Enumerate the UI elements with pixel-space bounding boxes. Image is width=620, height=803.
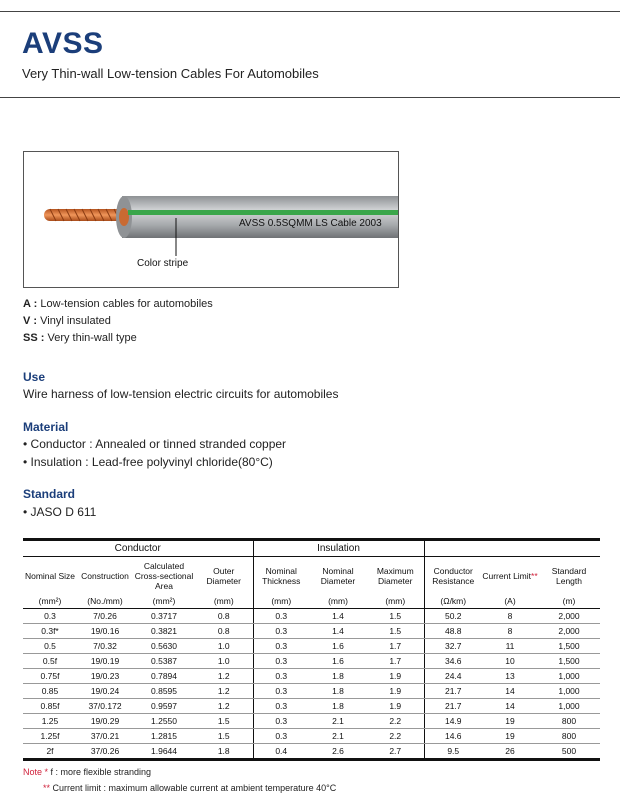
table-cell: 1.0 <box>195 654 253 669</box>
header-rule <box>0 97 620 98</box>
note-current-limit <box>43 783 336 793</box>
col-header: Outer Diameter <box>206 565 241 586</box>
note-flexible <box>23 767 151 777</box>
material-item: • Conductor : Annealed or tinned stranded copper <box>23 437 287 451</box>
table-cell: 2.2 <box>367 714 424 729</box>
table-cell: 0.5630 <box>133 639 195 654</box>
col-header: Construction <box>81 570 129 581</box>
table-cell: 0.85f <box>23 699 77 714</box>
table-cell: 1.0 <box>195 639 253 654</box>
table-cell: 37/0.172 <box>77 699 133 714</box>
table-cell: 0.8 <box>195 624 253 639</box>
table-row <box>23 744 600 760</box>
abbreviation-letter: V <box>23 315 31 327</box>
table-cell: 8 <box>482 609 538 624</box>
table-row <box>23 714 600 729</box>
abbreviation-sep: : <box>37 332 48 344</box>
table-cell: 0.4 <box>253 744 309 760</box>
table-cell: 7/0.26 <box>77 609 133 624</box>
table-cell: 1,500 <box>538 654 600 669</box>
unit-cell: (m) <box>538 594 600 609</box>
abbreviation-letter: SS <box>23 332 38 344</box>
table-cell: 2.7 <box>367 744 424 760</box>
col-header: Standard Length <box>551 565 587 586</box>
note-text: f : more flexible stranding <box>48 767 152 777</box>
table-cell: 9.5 <box>424 744 482 760</box>
table-cell: 1.2 <box>195 699 253 714</box>
cable-sheath <box>122 196 398 238</box>
table-cell: 0.9597 <box>133 699 195 714</box>
table-cell: 1.8 <box>309 669 367 684</box>
table-cell: 0.5 <box>23 639 77 654</box>
table-cell: 500 <box>538 744 600 760</box>
abbreviation-text: Very thin-wall type <box>47 332 137 344</box>
table-cell: 24.4 <box>424 669 482 684</box>
table-cell: 14 <box>482 684 538 699</box>
table-cell: 37/0.21 <box>77 729 133 744</box>
table-cell: 19/0.24 <box>77 684 133 699</box>
table-cell: 19 <box>482 729 538 744</box>
material-item: • Insulation : Lead-free polyvinyl chloride(80°C) <box>23 455 273 469</box>
table-cell: 0.75f <box>23 669 77 684</box>
table-cell: 1,000 <box>538 669 600 684</box>
table-cell: 19/0.19 <box>77 654 133 669</box>
table-cell: 1.25f <box>23 729 77 744</box>
unit-cell: (mm) <box>367 594 424 609</box>
table-cell: 0.3717 <box>133 609 195 624</box>
unit-cell: (No./mm) <box>77 594 133 609</box>
table-cell: 19 <box>482 714 538 729</box>
table-cell: 2,000 <box>538 609 600 624</box>
unit-cell: (mm²) <box>133 594 195 609</box>
abbreviation-a <box>23 298 213 310</box>
table-cell: 48.8 <box>424 624 482 639</box>
table-cell: 0.8 <box>195 609 253 624</box>
table-cell: 1.9 <box>367 669 424 684</box>
table-cell: 32.7 <box>424 639 482 654</box>
table-cell: 1.5 <box>367 624 424 639</box>
table-row <box>23 624 600 639</box>
color-stripe <box>128 210 398 215</box>
abbreviation-v <box>23 315 111 327</box>
table-cell: 2.2 <box>367 729 424 744</box>
table-cell: 0.85 <box>23 684 77 699</box>
table-cell: 0.3 <box>253 684 309 699</box>
table-cell: 0.3 <box>253 669 309 684</box>
table-cell: 1.2 <box>195 669 253 684</box>
col-header: Conductor Resistance <box>424 557 482 595</box>
col-header: Nominal Size <box>24 570 76 581</box>
table-cell: 1.7 <box>367 654 424 669</box>
page-subtitle: Very Thin-wall Low-tension Cables For Automobiles <box>22 66 319 81</box>
table-cell: 1.8 <box>309 699 367 714</box>
table-cell: 1.8 <box>309 684 367 699</box>
insulation-group-header: Insulation <box>253 540 424 557</box>
table-cell: 1.4 <box>309 624 367 639</box>
abbreviation-letter: A <box>23 298 31 310</box>
table-cell: 2.1 <box>309 729 367 744</box>
group-header-blank <box>424 540 600 557</box>
table-cell: 14.9 <box>424 714 482 729</box>
table-cell: 1,000 <box>538 699 600 714</box>
note-text: Current limit : maximum allowable current at ambient temperature 40°C <box>50 783 337 793</box>
unit-cell: (mm²) <box>23 594 77 609</box>
table-cell: 50.2 <box>424 609 482 624</box>
standard-heading: Standard <box>23 487 76 501</box>
unit-cell: (mm) <box>253 594 309 609</box>
table-cell: 1.2 <box>195 684 253 699</box>
abbreviation-text: Vinyl insulated <box>40 315 111 327</box>
col-header: Current Limit <box>482 570 532 581</box>
table-cell: 0.3 <box>253 609 309 624</box>
table-cell: 7/0.32 <box>77 639 133 654</box>
material-heading: Material <box>23 420 69 434</box>
table-cell: 10 <box>482 654 538 669</box>
unit-cell: (mm) <box>309 594 367 609</box>
table-cell: 0.7894 <box>133 669 195 684</box>
table-cell: 19/0.23 <box>77 669 133 684</box>
spec-table <box>23 538 600 761</box>
table-cell: 1.9 <box>367 684 424 699</box>
table-cell: 0.3 <box>253 699 309 714</box>
table-cell: 0.3 <box>253 624 309 639</box>
cable-figure <box>23 151 399 288</box>
col-header: Nominal Thickness <box>253 557 309 595</box>
unit-cell: (A) <box>482 594 538 609</box>
use-text: Wire harness of low-tension electric circuits for automobiles <box>23 387 339 401</box>
table-cell: 0.3 <box>253 714 309 729</box>
col-header: Calculated Cross-sectional Area <box>134 560 194 591</box>
table-row <box>23 699 600 714</box>
unit-cell: (mm) <box>195 594 253 609</box>
table-cell: 26 <box>482 744 538 760</box>
sheath-end-core <box>119 208 129 226</box>
abbreviation-sep: : <box>30 298 41 310</box>
table-cell: 800 <box>538 729 600 744</box>
col-header-current-limit <box>482 557 538 595</box>
table-cell: 19/0.29 <box>77 714 133 729</box>
table-cell: 1,500 <box>538 639 600 654</box>
page-title: AVSS <box>22 27 104 60</box>
table-cell: 1.5 <box>195 729 253 744</box>
table-cell: 11 <box>482 639 538 654</box>
table-row <box>23 669 600 684</box>
table-cell: 37/0.26 <box>77 744 133 760</box>
table-cell: 2.1 <box>309 714 367 729</box>
table-cell: 1.7 <box>367 639 424 654</box>
abbreviation-ss <box>23 332 137 344</box>
use-heading: Use <box>23 370 46 384</box>
table-cell: 0.5387 <box>133 654 195 669</box>
table-cell: 2.6 <box>309 744 367 760</box>
table-cell: 2f <box>23 744 77 760</box>
spec-table-body <box>23 609 600 760</box>
table-row <box>23 609 600 624</box>
cable-print-text: AVSS 0.5SQMM LS Cable 2003 <box>239 218 382 229</box>
table-cell: 0.3f* <box>23 624 77 639</box>
table-row <box>23 729 600 744</box>
table-cell: 13 <box>482 669 538 684</box>
conductor-group-header: Conductor <box>23 540 253 557</box>
top-rule <box>0 11 620 12</box>
table-cell: 21.7 <box>424 684 482 699</box>
current-limit-mark: ** <box>531 570 538 581</box>
col-header: Nominal Diameter <box>320 565 356 586</box>
table-cell: 0.8595 <box>133 684 195 699</box>
table-cell: 1.5 <box>367 609 424 624</box>
table-cell: 1.25 <box>23 714 77 729</box>
table-cell: 1.6 <box>309 654 367 669</box>
table-cell: 0.3 <box>253 729 309 744</box>
note-mark: Note * <box>23 767 49 777</box>
table-row <box>23 654 600 669</box>
note-mark: ** <box>43 783 51 793</box>
table-cell: 14.6 <box>424 729 482 744</box>
table-cell: 1.9 <box>367 699 424 714</box>
table-cell: 800 <box>538 714 600 729</box>
table-row <box>23 684 600 699</box>
table-cell: 1.6 <box>309 639 367 654</box>
table-cell: 0.3 <box>23 609 77 624</box>
table-cell: 1.8 <box>195 744 253 760</box>
table-cell: 0.3821 <box>133 624 195 639</box>
table-cell: 1,000 <box>538 684 600 699</box>
table-cell: 0.3 <box>253 654 309 669</box>
table-cell: 2,000 <box>538 624 600 639</box>
table-cell: 19/0.16 <box>77 624 133 639</box>
table-cell: 1.5 <box>195 714 253 729</box>
table-cell: 0.3 <box>253 639 309 654</box>
abbreviation-text: Low-tension cables for automobiles <box>40 298 213 310</box>
table-row <box>23 639 600 654</box>
table-cell: 1.4 <box>309 609 367 624</box>
unit-cell: (Ω/km) <box>424 594 482 609</box>
table-cell: 21.7 <box>424 699 482 714</box>
col-header: Maximum Diameter <box>376 565 414 586</box>
table-cell: 1.2815 <box>133 729 195 744</box>
table-cell: 0.5f <box>23 654 77 669</box>
abbreviation-sep: : <box>30 315 41 327</box>
standard-item: • JASO D 611 <box>23 505 97 519</box>
table-cell: 14 <box>482 699 538 714</box>
table-cell: 1.2550 <box>133 714 195 729</box>
color-stripe-label: Color stripe <box>137 258 189 269</box>
table-cell: 34.6 <box>424 654 482 669</box>
table-cell: 1.9644 <box>133 744 195 760</box>
table-cell: 8 <box>482 624 538 639</box>
